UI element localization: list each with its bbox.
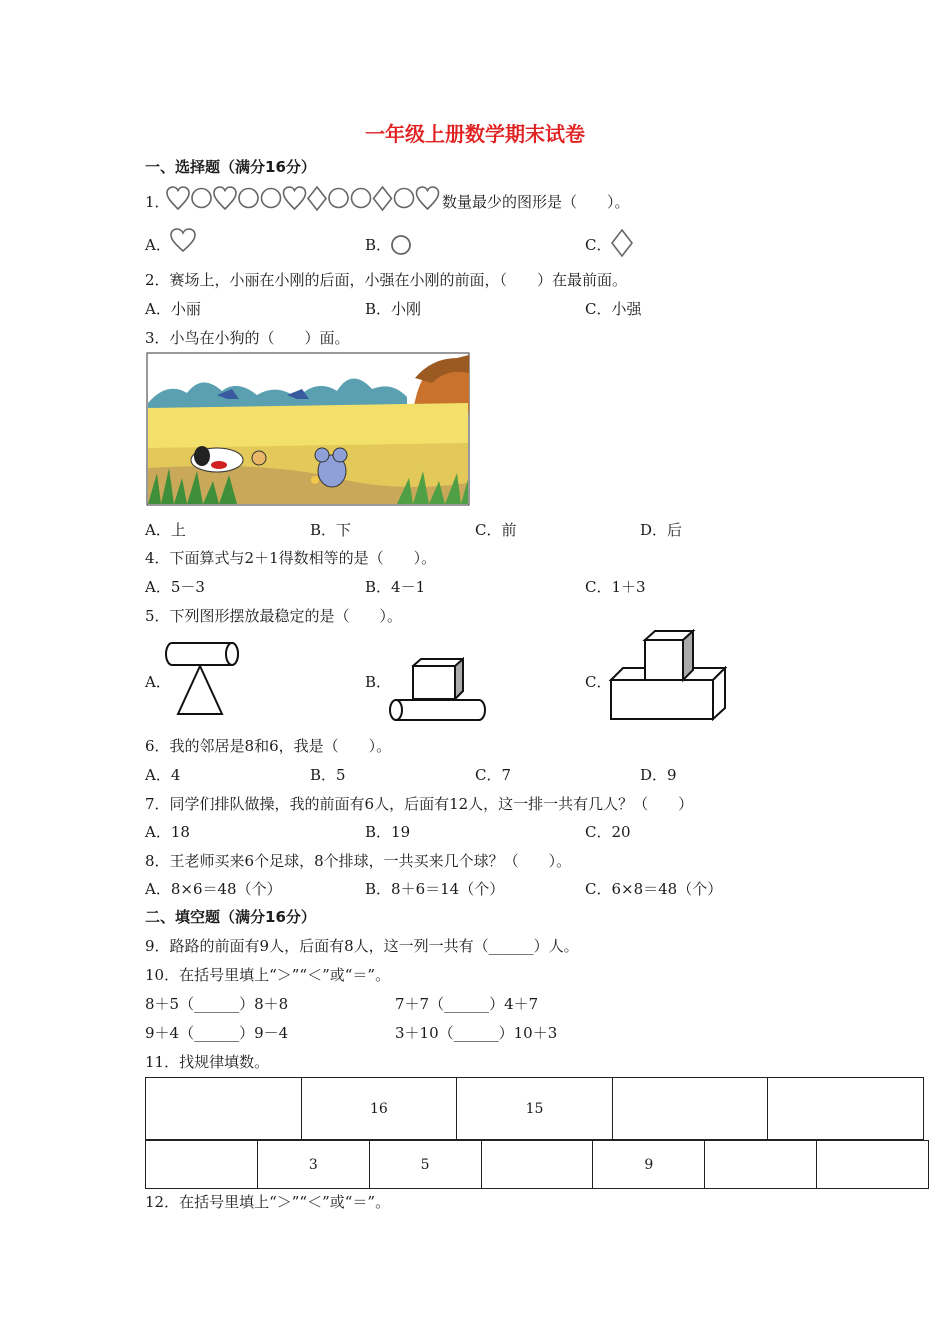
question-11-text: 11．找规律填数。 xyxy=(145,1053,270,1071)
question-4-option-a[interactable]: A．5－3 xyxy=(145,578,205,596)
field-scene-illustration xyxy=(147,353,469,505)
pattern-table-row-2 xyxy=(145,1140,929,1189)
heart-icon xyxy=(167,187,189,209)
question-2-option-a[interactable]: A．小丽 xyxy=(145,300,201,318)
section-heading-choice: 一、选择题（满分16分） xyxy=(145,158,316,176)
pattern-cell[interactable] xyxy=(146,1141,258,1189)
cube-on-cuboid-figure xyxy=(609,630,731,722)
question-10-item-3: 9＋4（______）9－4 xyxy=(145,1024,289,1042)
pattern-cell[interactable] xyxy=(768,1078,924,1140)
question-3-option-a[interactable]: A．上 xyxy=(145,521,186,539)
question-1-text: 数量最少的图形是（ ）。 xyxy=(442,193,630,211)
question-3-text: 3．小鸟在小狗的（ ）面。 xyxy=(145,329,350,347)
question-6-text: 6．我的邻居是8和6，我是（ ）。 xyxy=(145,737,392,755)
question-3-option-c[interactable]: C．前 xyxy=(475,521,517,539)
question-8-option-c[interactable]: C．6×8＝48（个） xyxy=(585,880,723,898)
question-7-text: 7．同学们排队做操，我的前面有6人，后面有12人，这一排一共有几人？（ ） xyxy=(145,795,694,813)
pattern-cell[interactable] xyxy=(481,1141,593,1189)
circle-icon xyxy=(395,189,414,208)
question-10-item-4: 3＋10（______）10＋3 xyxy=(395,1024,558,1042)
pattern-cell: 3 xyxy=(257,1141,369,1189)
pattern-cell[interactable] xyxy=(705,1141,817,1189)
question-8-option-a[interactable]: A．8×6＝48（个） xyxy=(145,880,282,898)
question-5-option-a[interactable]: A． xyxy=(145,673,171,691)
circle-icon xyxy=(329,189,348,208)
heart-icon xyxy=(214,187,236,209)
question-6-option-a[interactable]: A．4 xyxy=(145,766,181,784)
question-7-option-a[interactable]: A．18 xyxy=(145,823,190,841)
diamond-icon xyxy=(374,187,392,210)
question-2-option-b[interactable]: B．小刚 xyxy=(365,300,422,318)
question-7-option-c[interactable]: C．20 xyxy=(585,823,631,841)
question-6-option-d[interactable]: D．9 xyxy=(640,766,677,784)
question-1-option-c[interactable]: C． xyxy=(585,236,612,254)
page-title: 一年级上册数学期末试卷 xyxy=(365,122,585,146)
question-4-option-c[interactable]: C．1＋3 xyxy=(585,578,646,596)
question-4-text: 4．下面算式与2＋1得数相等的是（ ）。 xyxy=(145,549,437,567)
cylinder-on-cone-figure xyxy=(166,640,244,720)
circle-icon xyxy=(192,189,211,208)
circle-icon xyxy=(352,189,371,208)
question-5-option-b[interactable]: B． xyxy=(365,673,392,691)
question-10-item-1: 8＋5（______）8＋8 xyxy=(145,995,289,1013)
pattern-cell: 15 xyxy=(457,1078,613,1140)
heart-icon xyxy=(417,187,439,209)
question-1-shape-row xyxy=(166,186,442,212)
diamond-icon xyxy=(308,187,326,210)
question-12-text: 12．在括号里填上“＞”“＜”或“＝”。 xyxy=(145,1193,391,1211)
pattern-cell: 5 xyxy=(369,1141,481,1189)
diamond-icon xyxy=(610,229,634,257)
question-1-option-a[interactable]: A． xyxy=(145,236,171,254)
question-6-option-c[interactable]: C．7 xyxy=(475,766,512,784)
question-8-text: 8．王老师买来6个足球，8个排球，一共买来几个球？（ ）。 xyxy=(145,852,572,870)
question-2-option-c[interactable]: C．小强 xyxy=(585,300,642,318)
pattern-cell[interactable] xyxy=(612,1078,768,1140)
question-3-option-d[interactable]: D．后 xyxy=(640,521,683,539)
question-8-option-b[interactable]: B．8＋6＝14（个） xyxy=(365,880,505,898)
heart-icon xyxy=(284,187,306,209)
cube-on-cylinder-figure xyxy=(387,658,489,724)
question-3-option-b[interactable]: B．下 xyxy=(310,521,352,539)
circle-icon xyxy=(262,189,281,208)
question-2-text: 2．赛场上，小丽在小刚的后面，小强在小刚的前面，（ ）在最前面。 xyxy=(145,271,628,289)
question-9-text: 9．路路的前面有9人，后面有8人，这一列一共有（______）人。 xyxy=(145,937,579,955)
pattern-cell[interactable] xyxy=(817,1141,929,1189)
question-5-option-c[interactable]: C． xyxy=(585,673,612,691)
question-1-number: 1． xyxy=(145,193,170,211)
pattern-table-row-1 xyxy=(145,1077,924,1140)
question-7-option-b[interactable]: B．19 xyxy=(365,823,411,841)
circle-icon xyxy=(239,189,258,208)
pattern-cell: 16 xyxy=(301,1078,457,1140)
question-10-item-2: 7＋7（______）4＋7 xyxy=(395,995,539,1013)
question-1-option-b[interactable]: B． xyxy=(365,236,392,254)
pattern-cell[interactable] xyxy=(146,1078,302,1140)
question-10-text: 10．在括号里填上“＞”“＜”或“＝”。 xyxy=(145,966,391,984)
section-heading-fill-in: 二、填空题（满分16分） xyxy=(145,908,316,926)
circle-icon xyxy=(389,233,413,257)
question-4-option-b[interactable]: B．4－1 xyxy=(365,578,426,596)
pattern-cell: 9 xyxy=(593,1141,705,1189)
question-5-text: 5．下列图形摆放最稳定的是（ ）。 xyxy=(145,607,403,625)
question-6-option-b[interactable]: B．5 xyxy=(310,766,346,784)
heart-icon xyxy=(170,229,196,253)
